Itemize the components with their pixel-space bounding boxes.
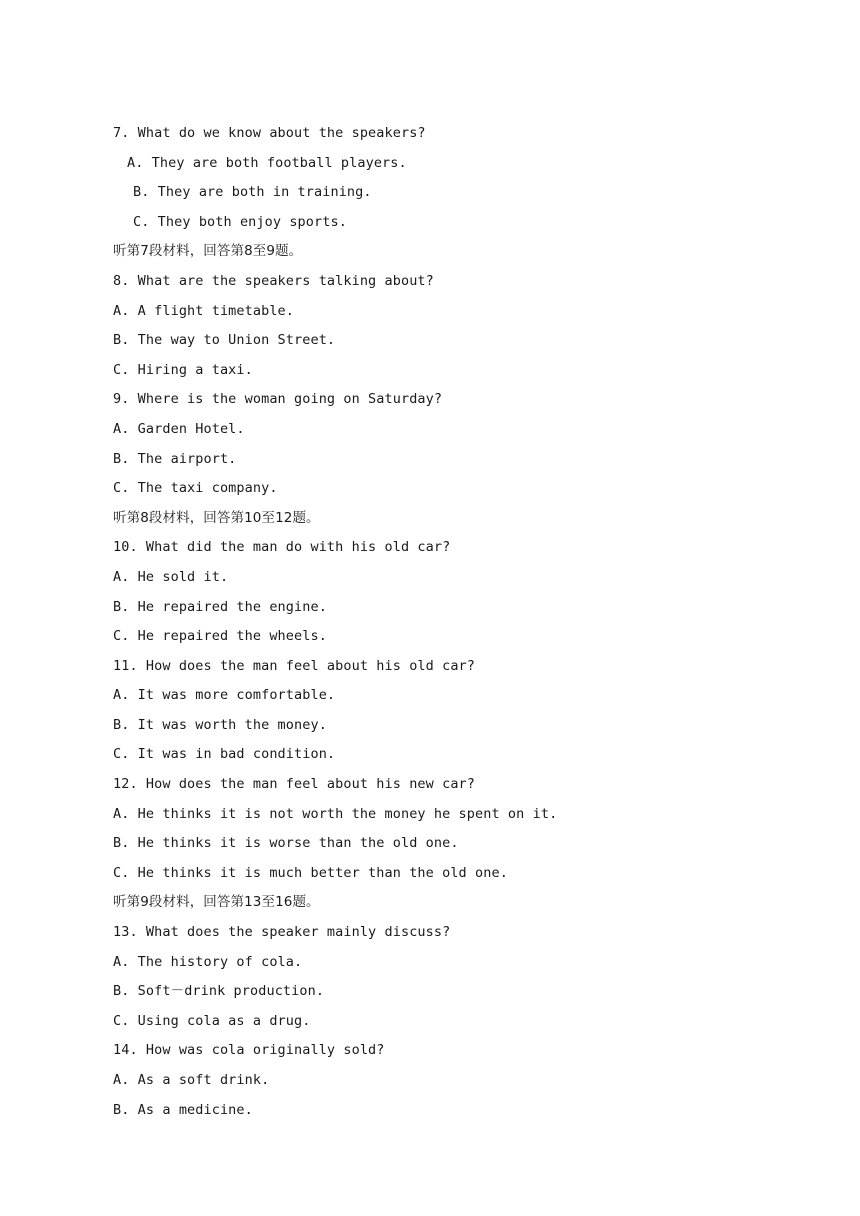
option-11a: A. It was more comfortable. (113, 687, 336, 704)
option-8a: A. A flight timetable. (113, 302, 295, 319)
option-13c: C. Using cola as a drug. (113, 1012, 311, 1029)
question-10: 10. What did the man do with his old car? (113, 539, 451, 556)
option-8b: B. The way to Union Street. (113, 332, 336, 349)
option-8c: C. Hiring a taxi. (113, 361, 253, 378)
question-13: 13. What does the speaker mainly discuss? (113, 924, 451, 941)
question-8: 8. What are the speakers talking about? (113, 272, 434, 289)
option-10b: B. He repaired the engine. (113, 598, 327, 615)
option-10c: C. He repaired the wheels. (113, 628, 327, 645)
question-12: 12. How does the man feel about his new car? (113, 776, 476, 793)
option-9a: A. Garden Hotel. (113, 420, 245, 437)
option-13a: A. The history of cola. (113, 953, 303, 970)
option-12c: C. He thinks it is much better than the old one. (113, 864, 508, 881)
option-10a: A. He sold it. (113, 568, 229, 585)
question-11: 11. How does the man feel about his old car? (113, 657, 476, 674)
section-instruction-8: 听第8段材料，回答第10至12题。 (113, 509, 320, 526)
option-9c: C. The taxi company. (113, 480, 278, 497)
option-14a: A. As a soft drink. (113, 1072, 270, 1088)
option-9b: B. The airport. (113, 450, 237, 467)
option-11c: C. It was in bad condition. (113, 746, 336, 763)
option-12a: A. He thinks it is not worth the money he spent on it. (113, 805, 558, 822)
option-7c: C. They both enjoy sports. (133, 213, 347, 230)
section-instruction-9: 听第9段材料，回答第13至16题。 (113, 894, 320, 911)
exam-content (113, 122, 793, 1128)
option-12b: B. He thinks it is worse than the old one. (113, 835, 459, 852)
question-7: 7. What do we know about the speakers? (113, 125, 426, 141)
option-7a: A. They are both football players. (127, 154, 407, 171)
option-7b: B. They are both in training. (133, 184, 372, 201)
section-instruction-7: 听第7段材料，回答第8至9题。 (113, 243, 303, 260)
question-14: 14. How was cola originally sold? (113, 1042, 385, 1059)
question-9: 9. Where is the woman going on Saturday? (113, 391, 443, 408)
option-11b: B. It was worth the money. (113, 716, 327, 733)
option-14b: B. As a medicine. (113, 1101, 253, 1118)
option-13b: B. Soft－drink production. (113, 983, 325, 1000)
